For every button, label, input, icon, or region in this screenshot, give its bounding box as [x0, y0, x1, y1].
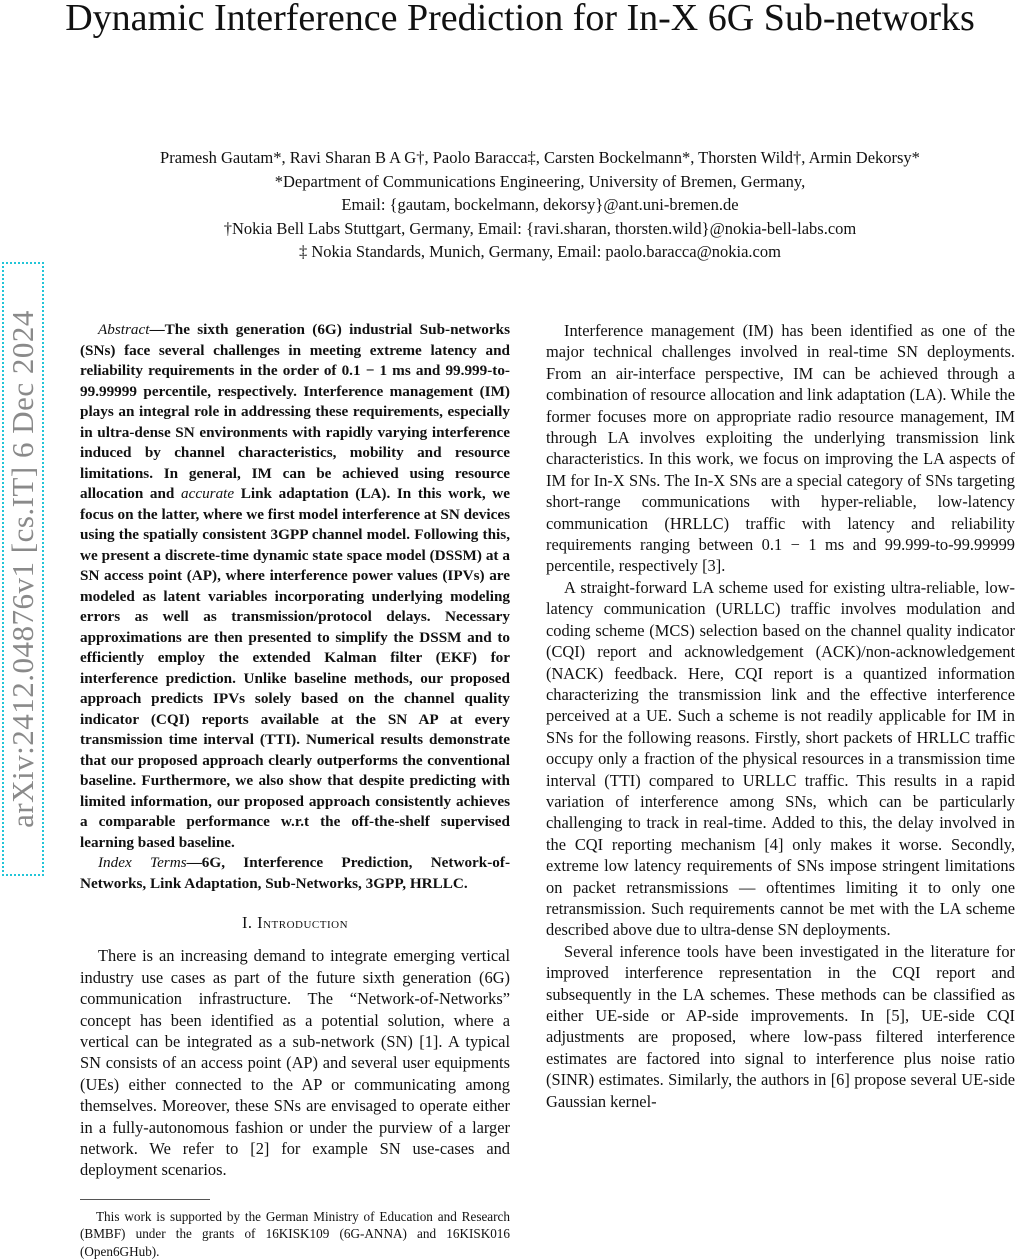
body-paragraph: There is an increasing demand to integrate emerging vertical industry use cases as part of the future sixth generation (6G) communication infrastructure. The “Network-of-Networks” concept has been identified as a potential solution, where a vertical can be integrated as a sub-network (SN) [1]. A typical SN consists of an access point (AP) and several user equipments (UEs) either connected to the AP or communicating among themselves. Moreover, these SNs are envisaged to operate either in a fully-autonomous fashion or under the purview of a larger network. We refer to [2] for example SN use-cases and deployment scenarios. — [80, 946, 510, 1180]
index-terms-label: Index Terms — [98, 854, 187, 871]
abstract-text-1: —The sixth generation (6G) industrial Sub-networks (SNs) face several challenges in meeting extreme latency and reliability requirements in the order of 0.1 − 1 ms and 99.999-to-99.99999 percentile, respectively. Interference management (IM) plays an integral role in addressing these requirements, especially in ultra-dense SN environments with rapidly varying interference induced by channel characteristics, mobility and resource limitations. In general, IM can be achieved using resource allocation and — [80, 321, 510, 502]
index-terms-text: —6G, Interference Prediction, Network-of-Networks, Link Adaptation, Sub-Networks, 3GPP, HRLLC. — [80, 854, 510, 892]
abstract-text-2: Link adaptation (LA). In this work, we focus on the latter, where we first model interference at SN devices using the spatially consistent 3GPP channel model. Following this, we present a discrete-time dynamic state space model (DSSM) at a SN access point (AP), where interference power values (IPVs) are modeled as latent variables incorporating underlying modeling errors as well as transmission/protocol delays. Necessary approximations are then presented to simplify the DSSM and to efficiently employ the extended Kalman filter (EKF) for interference prediction. Unlike baseline methods, our proposed approach predicts IPVs solely based on the channel quality indicator (CQI) reports available at the SN AP at every transmission time interval (TTI). Numerical results demonstrate that our proposed approach clearly outperforms the conventional baseline. Furthermore, we also show that despite predicting with limited information, our proposed approach consistently achieves a comparable performance w.r.t the off-the-shelf supervised learning based baseline. — [80, 485, 510, 851]
body-paragraph: Interference management (IM) has been identified as one of the major technical challenges involved in real-time SN deployments. From an air-interface perspective, IM can be achieved through a combination of resource allocation and link adaptation (LA). While the former focuses more on appropriate radio resource management, IM through LA involves exploiting the underlying transmission link characteristics. In this work, we focus on improving the LA aspects of IM for In-X SNs. The In-X SNs are a special category of SNs targeting short-range communications with hyper-reliable, low-latency communication (HRLLC) traffic with latency and reliability requirements ranging between 0.1 − 1 ms and 99.999-to-99.99999 percentile, respectively [3]. — [546, 321, 1015, 576]
body-paragraph: A straight-forward LA scheme used for existing ultra-reliable, low-latency communication (URLLC) traffic involves modulation and coding scheme (MCS) selection based on the channel quality indicator (CQI) report and acknowledgement (ACK)/non-acknowledgement (NACK) feedback. Here, CQI report is a quantized information characterizing the transmission link and the effective interference perceived at a UE. Such a scheme is not readily applicable for IM in SNs for the following reasons. Firstly, short packets of HRLLC traffic occupy only a fraction of the physical resources in a transmission time interval (TTI) compared to URLLC traffic. This results in a rapid variation of interference among SNs, which can be particularly challenging to track in real-time. Added to this, the delay involved in the CQI reporting mechanism [4] only makes it worse. Secondly, extreme low latency requirements of SNs impose stringent limitations on packet retransmissions — oftentimes limiting it to only one retransmission. Such requirements cannot be met with the LA scheme described above due to ultra-dense SN deployments. — [546, 577, 1015, 940]
abstract — [80, 320, 510, 853]
email-bremen: Email: {gautam, bockelmann, dekorsy}@ant.uni-bremen.de — [341, 195, 739, 214]
footnote — [80, 1208, 510, 1260]
abstract-emphasis: accurate — [181, 485, 235, 502]
right-column — [546, 320, 1015, 1112]
author-names: Pramesh Gautam*, Ravi Sharan B A G†, Paolo Baracca‡, Carsten Bockelmann*, Thorsten Wild†, Armin Dekorsy* — [160, 148, 920, 167]
index-terms — [80, 853, 510, 894]
abstract-label: Abstract — [98, 321, 150, 338]
paper-title: Dynamic Interference Prediction for In-X 6G Sub-networks — [65, 0, 975, 39]
author-block — [40, 146, 1015, 264]
affiliation-nokia-bell-labs: †Nokia Bell Labs Stuttgart, Germany, Email: {ravi.sharan, thorsten.wild}@nokia-bell-labs.com — [223, 218, 857, 238]
section-heading: I. Introduction — [241, 913, 349, 932]
affiliation-bremen: *Department of Communications Engineering, University of Bremen, Germany, — [274, 171, 806, 191]
left-column — [80, 320, 510, 1260]
arxiv-stamp — [2, 262, 44, 876]
affiliation-nokia-standards: ‡ Nokia Standards, Munich, Germany, Email: paolo.baracca@nokia.com — [299, 242, 781, 261]
body-paragraph: Several inference tools have been investigated in the literature for improved interference representation in the CQI report and subsequently in the LA schemes. These methods can be classified as either UE-side or AP-side improvements. In [5], UE-side CQI adjustments are proposed, where low-pass filtered interference estimates are factored into signal to interference plus noise ratio (SINR) estimates. Similarly, the authors in [6] propose several UE-side Gaussian kernel- — [546, 941, 1015, 1111]
arxiv-id: arXiv:2412.04876v1 [cs.IT] 6 Dec 2024 — [5, 310, 40, 828]
footnote-text: This work is supported by the German Ministry of Education and Research (BMBF) under the grants of 16KISK109 (6G-ANNA) and 16KISK016 (Open6GHub). — [80, 1208, 510, 1259]
